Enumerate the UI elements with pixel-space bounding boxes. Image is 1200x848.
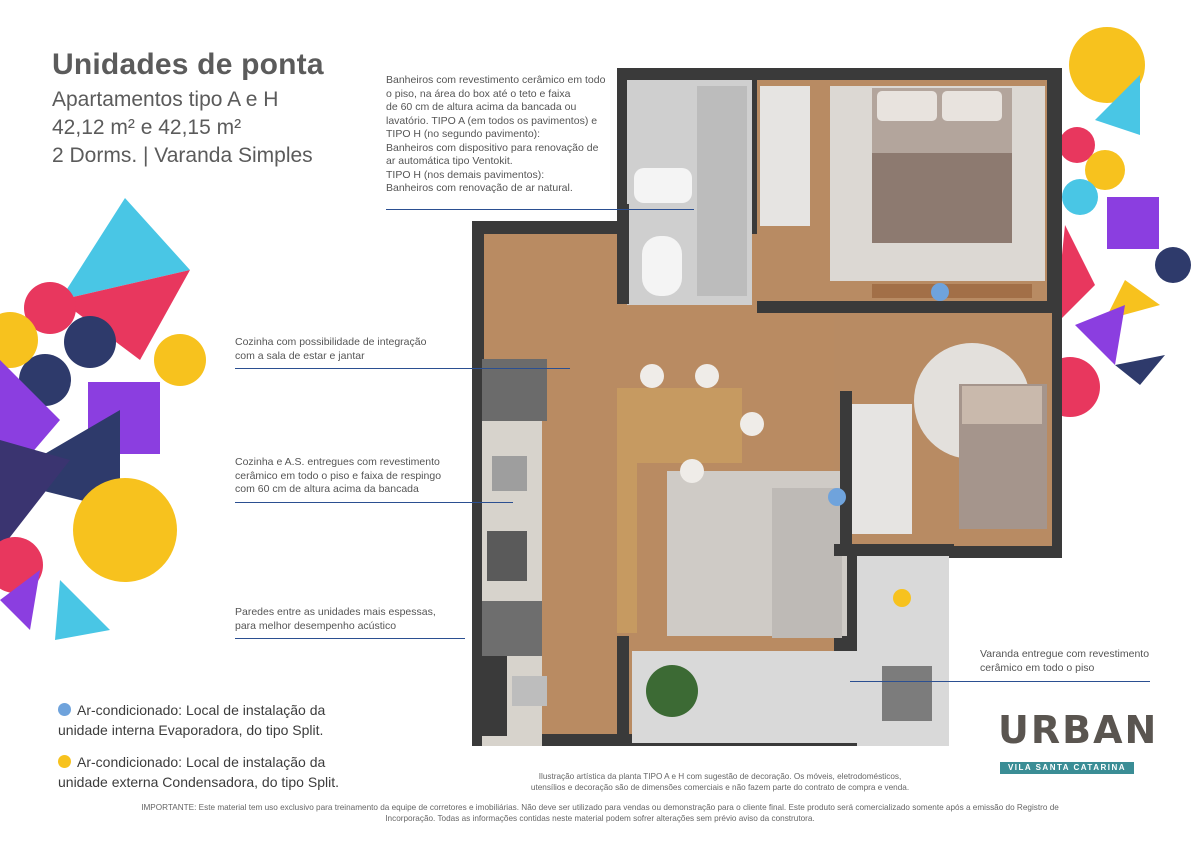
bathroom-note-line: lavatório. TIPO A (em todos os pavimentos) e (386, 114, 598, 127)
balcony-note-line: Varanda entregue com revestimento (980, 648, 1150, 660)
kitchen-note (235, 336, 465, 363)
important-disclaimer (40, 802, 1160, 824)
kitchen-note-line: com a sala de estar e jantar (235, 349, 365, 362)
decorative-shapes-left (0, 190, 215, 650)
apartment-areas: 42,12 m² e 42,15 m² (52, 116, 242, 139)
apartment-types: Apartamentos tipo A e H (52, 88, 279, 111)
service-area-note-line: Cozinha e A.S. entregues com revestimento (235, 456, 440, 468)
walls-note (235, 606, 465, 633)
bathroom-note-line: ar automática tipo Ventokit. (386, 155, 513, 167)
kitchen-leader-line (235, 368, 570, 369)
service-area-note-line: cerâmico em todo o piso e faixa de respingo (235, 469, 442, 482)
walls-note-line: para melhor desempenho acústico (235, 619, 397, 632)
walls-leader-line (235, 638, 465, 639)
balcony-note (980, 648, 1180, 675)
kitchen-note-line: Cozinha com possibilidade de integração (235, 336, 427, 348)
walls-note-line: Paredes entre as unidades mais espessas, (235, 606, 436, 618)
urban-logo-tagline: VILA SANTA CATARINA (1000, 762, 1134, 774)
legend-condenser (58, 752, 339, 792)
bathroom-note-line: o piso, na área do box até o teto e faixa (386, 87, 571, 100)
decorative-shapes-right (1055, 25, 1200, 425)
bathroom-note-line: Banheiros com dispositivo para renovação de (386, 141, 599, 154)
legend-evaporator-line: Ar-condicionado: Local de instalação da (77, 702, 326, 718)
bathroom-note-line: TIPO H (no segundo pavimento): (386, 128, 541, 140)
balcony-note-line: cerâmico em todo o piso (980, 661, 1095, 674)
page-title: Unidades de ponta (52, 48, 324, 81)
bathroom-leader-line (386, 209, 694, 210)
service-area-leader-line (235, 502, 513, 503)
bathroom-note-line: TIPO H (nos demais pavimentos): (386, 168, 545, 181)
service-area-note (235, 456, 495, 497)
apartment-features: 2 Dorms. | Varanda Simples (52, 144, 313, 167)
illustration-disclaimer-line: Ilustração artística da planta TIPO A e H com sugestão de decoração. Os móveis, eletrodomésticos, (538, 772, 902, 781)
bathroom-note-line: de 60 cm de altura acima da bancada ou (386, 101, 577, 113)
balcony-leader-line (850, 681, 1150, 682)
illustration-disclaimer-line: utensílios e decoração são de dimensões comerciais e não fazem parte do contrato de compra e venda. (530, 783, 910, 792)
legend-condenser-line: Ar-condicionado: Local de instalação da (77, 754, 326, 770)
important-disclaimer-line: IMPORTANTE: Este material tem uso exclusivo para treinamento da equipe de corretores e imobiliárias. Não deve ser utilizado para vendas ou demonstração para o cliente final. Este produto será comercializado somente após a emissão do Registro de (141, 803, 1059, 812)
evaporator-dot-icon (58, 703, 71, 716)
bathroom-note (386, 74, 616, 196)
important-disclaimer-line: Incorporação. Todas as informações contidas neste material podem sofrer alterações sem prévio aviso da construtora. (385, 814, 815, 823)
condenser-dot-icon (58, 755, 71, 768)
legend-condenser-line: unidade externa Condensadora, do tipo Split. (58, 774, 339, 790)
service-area-note-line: com 60 cm de altura acima da bancada (235, 483, 419, 495)
bathroom-note-line: Banheiros com renovação de ar natural. (386, 182, 573, 194)
legend-evaporator (58, 700, 325, 740)
bathroom-note-line: Banheiros com revestimento cerâmico em todo (386, 74, 606, 86)
illustration-disclaimer (520, 771, 920, 793)
urban-logo: URBAN (998, 708, 1159, 752)
legend-evaporator-line: unidade interna Evaporadora, do tipo Split. (58, 722, 324, 738)
